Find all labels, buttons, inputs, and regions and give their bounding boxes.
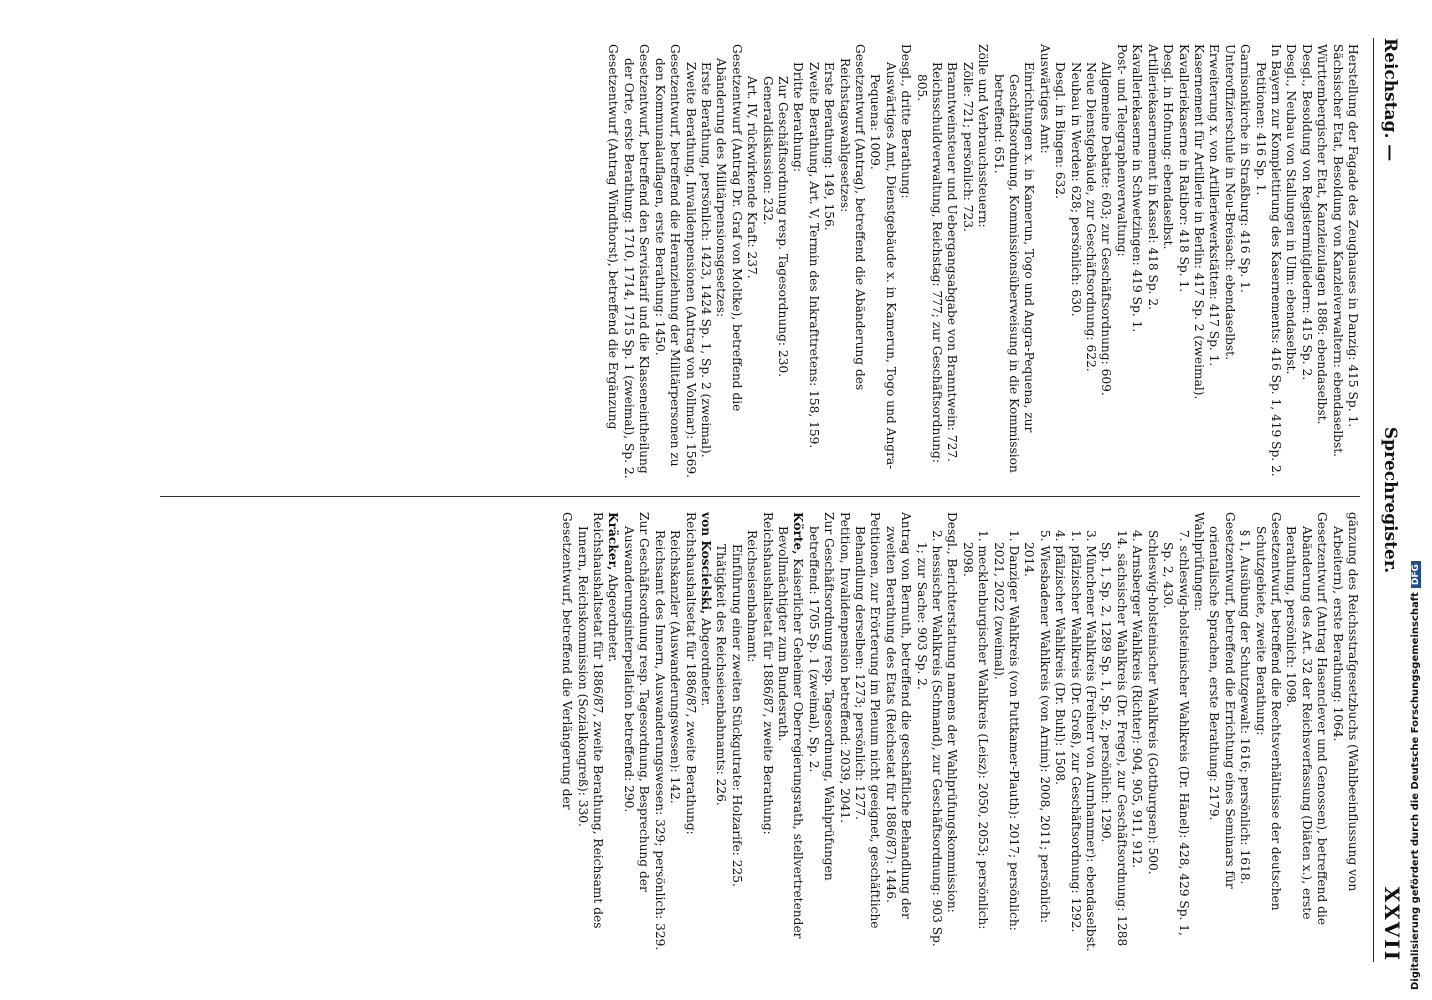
register-entry: Schleswig-holsteinischer Wahlkreis (Gottburgsen): 500.	[1145, 530, 1160, 875]
register-entry: 4. pfälzischer Wahlkreis (Dr. Buhl): 1508.	[1053, 530, 1068, 786]
header-register-title: Sprechregister.	[1380, 426, 1400, 574]
register-entry: 14. sächsischer Wahlkreis (Dr. Frege), zur Geschäftsordnung: 1288 Sp. 1, Sp. 2, 1289 Sp. 1, Sp. 2; persönlich: 1290.	[1099, 530, 1129, 947]
register-entry: Körte, Kaiserlicher Geheimer Oberregierungsrath, stellvertretender Bevollmächtigter zum Bundesrath.	[775, 512, 806, 939]
register-entry: Neue Dienstgebäude, zur Geschäftsordnung: 622.	[1084, 62, 1099, 372]
register-entry: Erste Berathung, persönlich: 1423, 1424 Sp. 1, Sp. 2 (zweimal).	[698, 62, 713, 458]
header-section-title: Reichstag. —	[1380, 38, 1400, 162]
register-entry: 3. Münchener Wahlkreis (Freiherr von Aurnhammer): ebendaselbst.	[1084, 530, 1099, 952]
register-entry: Desgl., Berichterstattung namens der Wahlprüfungskommission:	[945, 512, 960, 913]
register-entry: 1. Danziger Wahlkreis (von Puttkamer-Plauth): 2017; persönlich: 2021, 2022 (zweimal).	[991, 530, 1022, 931]
register-entry: Gesetzentwurf (Antrag Dr. Graf von Moltke), betreffend die Abänderung des Militärpensionsgesetzes:	[714, 44, 744, 412]
register-entry: § 1, Ausübung der Schutzgewalt: 1616; persönlich: 1618.	[1238, 530, 1253, 885]
register-entry: Reichshaushaltsetat für 1886/87, zweite Berathung, Reichsamt des Innern, Reichskommission (Sozialkongreß): 330.	[575, 512, 606, 929]
register-entry: von Koscielski, Abgeordneter.	[698, 512, 713, 707]
register-entry: Generaldiskussion: 232.	[760, 76, 775, 225]
register-entry: Kasernement für Artillerie in Berlin: 417 Sp. 2 (zweimal).	[1191, 44, 1206, 400]
register-entry: 1. pfälzischer Wahlkreis (Dr. Groß), zur Geschäftsordnung: 1292.	[1068, 530, 1083, 933]
left-column	[80, 44, 1360, 484]
register-entry: Sächsischer Etat, Besoldung von Kanzleiverwaltern: ebendaselbst.	[1330, 44, 1345, 458]
page-number: XXVII	[1380, 886, 1404, 962]
register-entry: Petitionen: 416 Sp. 1.	[1253, 62, 1268, 196]
register-entry: Post- und Telegraphenverwaltung:	[1114, 44, 1129, 257]
register-entry: Einführung einer zweiten Stückgutrate: Holzarife: 225.	[729, 544, 744, 887]
register-entry: Antrag von Bernuth, betreffend die geschäftliche Behandlung der zweiten Berathung des Etats (Reichsetat für 1886/87): 1446.	[883, 512, 914, 919]
register-entry: 1. mecklenburgischer Wahlkreis (Leisz): 2050, 2053; persönlich: 2098.	[960, 530, 991, 930]
register-entry: Auswärtiges Amt:	[1037, 44, 1052, 154]
register-entry: Branntweinsteuer und Uebergangsabgabe von Branntwein: 727.	[945, 62, 960, 462]
register-entry: Einrichtungen x. in Kamerun, Togo und Angra-Pequena, zur Geschäftsordnung, Kommissionsüberweisung in die Kommission betreffend: 651.	[991, 62, 1037, 473]
register-entry: Württembergischer Etat, Kanzleizulagen 1886: ebendaselbst.	[1315, 44, 1330, 425]
register-entry: Gesetzentwurf, betreffend die Heranziehung der Militärpersonen zu den Kommunalauflagen, erste Berathung: 1450.	[652, 44, 683, 467]
register-entry: Desgl. in Hofnung: ebendaselbst.	[1161, 44, 1176, 250]
register-entry: Desgl., Besoldung von Registermitgliedern: 415 Sp. 2.	[1299, 44, 1314, 381]
register-entry: Herstellung der Fagade des Zeughauses in Danzig: 415 Sp. 1.	[1346, 44, 1360, 428]
register-entry: Petitionen, zur Erörterung im Plenum nicht geeignet, geschäftliche Behandlung derselben: 1273; persönlich: 1277.	[853, 512, 883, 929]
register-entry: Reichsamt des Innern, Auswanderungswesen: 329; persönlich: 329.	[652, 530, 667, 951]
register-entry: Zur Geschäftsordnung resp. Tagesordnung, Besprechung der Auswanderungsinterpellation betreffend: 290.	[621, 512, 652, 892]
register-entry: Unteroffizierschule in Neu-Breisach: ebendaselbst.	[1222, 44, 1237, 360]
register-entry: Gesetzentwurf (Antrag Hasenclever und Genossen), betreffend die Abänderung des Art. 32 der Reichsverfassung (Diäten x.), erste Berathung, persönlich: 1098.	[1284, 512, 1330, 926]
register-entry: In Bayern zur Komplettirung des Kasernements: 416 Sp. 1, 419 Sp. 2.	[1268, 44, 1283, 477]
register-entry: Thätigkeit des Reichseisenbahnamts: 226.	[714, 544, 729, 806]
register-entry: Artilleriekasernement in Kassel: 418 Sp. 2.	[1145, 44, 1160, 311]
register-entry: Desgl., Neubau von Stallungen in Ulm: ebendaselbst.	[1284, 44, 1299, 375]
register-entry: Wahlprüfungen:	[1191, 512, 1206, 612]
register-entry: 4. Arnsberger Wahlkreis (Richter): 904, 905, 911, 912.	[1130, 530, 1145, 869]
register-entry: Erste Berathung: 149, 156.	[822, 62, 837, 231]
register-entry: Kavalleriekaserne in Schwetzingen: 419 Sp. 1.	[1130, 44, 1145, 333]
register-entry: 2. hessischer Wahlkreis (Schmand), zur Geschäftsordnung: 903 Sp. 1; zur Sache: 903 Sp. 2.	[914, 530, 945, 947]
register-entry: Neubau in Werden: 628; persönlich: 630.	[1068, 62, 1083, 317]
dfg-logo: DFG	[1411, 561, 1421, 588]
register-entry: Kräcker, Abgeordneter.	[606, 512, 621, 663]
register-entry: Allgemeine Debatte: 603; zur Geschäftsordnung: 609.	[1099, 62, 1114, 396]
right-column	[80, 512, 1360, 952]
register-entry: Auswärtiges Amt, Dienstgebäude x. in Kamerun, Togo und Angra-Pequena: 1009.	[868, 62, 898, 470]
register-entry: Kavalleriekaserne in Ratibor: 418 Sp. 1.	[1176, 44, 1191, 293]
register-entry: Zweite Berathung, Art. V, Termin des Inkrafttretens: 158, 159.	[806, 62, 821, 449]
register-entry: Zölle und Verbrauchssteuern:	[976, 44, 991, 228]
register-entry: Gesetzentwurf (Antrag Windthorst), betreffend die Ergänzung	[606, 44, 621, 430]
register-entry: Gesetzentwurf, betreffend den Servistarif und die Klasseneintheilung der Orte, erste Berathung: 1710, 1714, 1715 Sp. 1 (zweimal), Sp. 2.	[621, 44, 652, 479]
register-entry: Desgl., dritte Berathung:	[899, 44, 914, 199]
register-entry: 5. Wiesbadener Wahlkreis (von Arnim): 2008, 2011; persönlich: 2014.	[1022, 530, 1052, 923]
register-entry: Gesetzentwurf, betreffend die Errichtung eines Seminars für orientalische Sprachen, erste Berathung: 2179.	[1207, 512, 1237, 889]
column-divider	[160, 496, 1360, 497]
dfg-credit-text: Digitalisierung gefördert durch die Deutsche Forschungsgemeinschaft	[1410, 592, 1421, 990]
register-entry: Reichskanzler (Auswanderungswesen): 142.	[668, 530, 683, 804]
register-entry: Petition, Invalidenpension betreffend: 2039, 2041.	[837, 512, 852, 824]
register-entry: Gesetzentwurf, betreffend die Rechtsverhältnisse der deutschen Schutzgebiete, zweite Berathung:	[1253, 512, 1283, 911]
register-entry: Gesetzentwurf (Antrag), betreffend die Abänderung des Reichstagswahlgesetzes:	[837, 44, 867, 391]
register-entry: Desgl. in Bingen: 632.	[1053, 62, 1068, 199]
register-entry: Zur Geschäftsordnung resp. Tagesordnung, Wahlprüfungen betreffend: 1705 Sp. 1 (zweimal), Sp. 2.	[806, 512, 837, 881]
register-entry: Reichseisenbahnamt:	[745, 530, 760, 663]
register-entry: Erweiterung x. von Artilleriewerkstätten: 417 Sp. 1.	[1207, 44, 1222, 367]
register-entry: Art. IV, rückwirkende Kraft: 237.	[745, 76, 760, 279]
register-entry: Garnisonkirche in Straßburg: 416 Sp. 1.	[1238, 44, 1253, 293]
register-entry: Dritte Berathung:	[791, 62, 806, 172]
register-entry: Zölle: 721; persönlich: 723.	[960, 62, 975, 232]
register-entry: Reichshaushaltsetat für 1886/87, zweite Berathung:	[683, 512, 698, 835]
register-entry: Zweite Berathung, Invalidenpensionen (Antrag von Vollmar): 1569.	[683, 62, 698, 478]
register-entry: Reichshaushaltsetat für 1886/87, zweite Berathung:	[760, 512, 775, 835]
register-entry: gänzung des Reichsstrafgesetzbuchs (Wahlbeeinflussung von Arbeitern), erste Berathung: 1064.	[1330, 512, 1360, 892]
register-entry: 7. schleswig-holsteinischer Wahlkreis (Dr. Hänel): 428, 429 Sp. 1, Sp. 2, 430.	[1161, 530, 1191, 936]
register-entry: Gesetzentwurf, betreffend die Verlängerung der	[560, 512, 575, 810]
register-entry: Reichsschuldverwaltung, Reichstag: 777; zur Geschäftsordnung: 805.	[914, 62, 945, 463]
register-entry: Zur Geschäftsordnung resp. Tagesordnung: 230.	[775, 76, 790, 378]
dfg-credit	[1410, 561, 1421, 990]
